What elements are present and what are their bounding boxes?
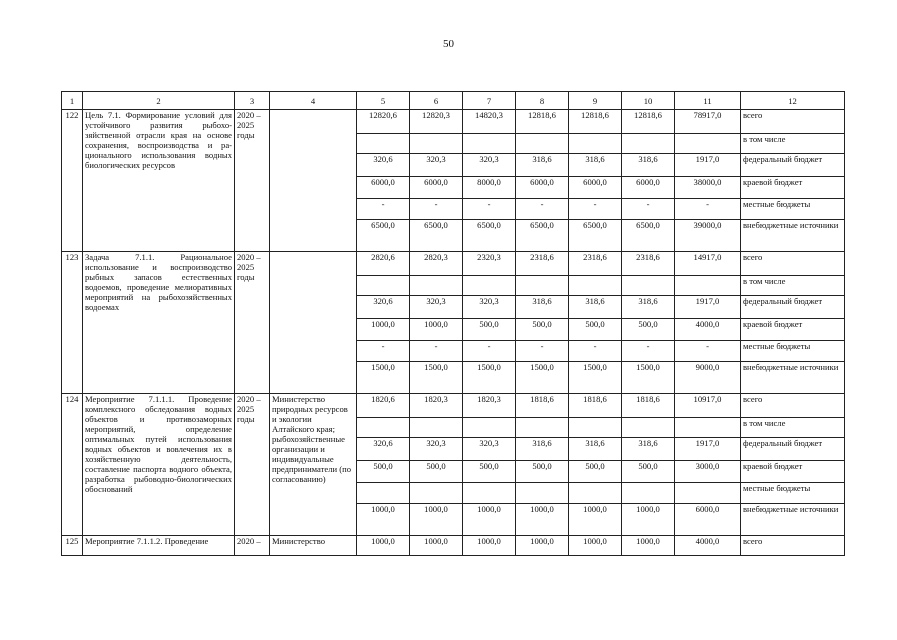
funding-source: местные бюджеты bbox=[741, 341, 845, 362]
funding-source: краевой бюджет bbox=[741, 461, 845, 483]
funding-source: в том числе bbox=[741, 134, 845, 154]
amount-cell: 1000,0 bbox=[410, 536, 463, 556]
amount-cell bbox=[675, 134, 741, 154]
amount-cell bbox=[516, 483, 569, 504]
amount-cell: 318,6 bbox=[516, 438, 569, 461]
amount-cell: 318,6 bbox=[622, 296, 675, 319]
amount-cell: 500,0 bbox=[357, 461, 410, 483]
amount-cell: 500,0 bbox=[463, 319, 516, 341]
row-period: 2020 – 2025 годы bbox=[235, 252, 270, 394]
row-executor: Министерство природных ресурсов и экологии Алтайского края; рыбохозяйственные организации и индивидуальные предприниматели (по согласованию) bbox=[270, 394, 357, 536]
table-row bbox=[62, 536, 845, 556]
amount-cell: 12820,6 bbox=[357, 110, 410, 134]
column-header: 12 bbox=[741, 92, 845, 110]
amount-cell: 8000,0 bbox=[463, 177, 516, 199]
funding-source: федеральный бюджет bbox=[741, 438, 845, 461]
amount-cell: 6000,0 bbox=[622, 177, 675, 199]
amount-cell: 318,6 bbox=[516, 296, 569, 319]
amount-cell: 1000,0 bbox=[357, 319, 410, 341]
amount-cell: 6500,0 bbox=[622, 220, 675, 252]
amount-cell bbox=[357, 483, 410, 504]
amount-cell bbox=[357, 134, 410, 154]
amount-cell: 320,6 bbox=[357, 154, 410, 177]
amount-cell: 78917,0 bbox=[675, 110, 741, 134]
amount-cell: 2318,6 bbox=[622, 252, 675, 276]
funding-source: в том числе bbox=[741, 276, 845, 296]
row-number: 122 bbox=[62, 110, 83, 252]
row-number: 124 bbox=[62, 394, 83, 536]
row-period: 2020 – bbox=[235, 536, 270, 556]
amount-cell: 1917,0 bbox=[675, 154, 741, 177]
amount-cell: 500,0 bbox=[516, 461, 569, 483]
amount-cell bbox=[516, 276, 569, 296]
amount-cell bbox=[675, 418, 741, 438]
amount-cell: 320,3 bbox=[410, 296, 463, 319]
amount-cell bbox=[463, 483, 516, 504]
amount-cell bbox=[569, 134, 622, 154]
amount-cell: 1000,0 bbox=[569, 536, 622, 556]
amount-cell: 1000,0 bbox=[463, 536, 516, 556]
funding-source: краевой бюджет bbox=[741, 319, 845, 341]
amount-cell: - bbox=[516, 199, 569, 220]
funding-source: всего bbox=[741, 394, 845, 418]
row-period: 2020 – 2025 годы bbox=[235, 110, 270, 252]
funding-source: внебюджетные источники bbox=[741, 362, 845, 394]
amount-cell bbox=[410, 276, 463, 296]
amount-cell: 1500,0 bbox=[463, 362, 516, 394]
column-header: 2 bbox=[83, 92, 235, 110]
amount-cell: - bbox=[357, 199, 410, 220]
amount-cell: 6500,0 bbox=[516, 220, 569, 252]
amount-cell: 1000,0 bbox=[410, 504, 463, 536]
amount-cell: 1000,0 bbox=[516, 504, 569, 536]
amount-cell: 6000,0 bbox=[516, 177, 569, 199]
amount-cell: 14820,3 bbox=[463, 110, 516, 134]
amount-cell: 1000,0 bbox=[410, 319, 463, 341]
funding-source: федеральный бюджет bbox=[741, 296, 845, 319]
amount-cell bbox=[569, 418, 622, 438]
funding-source: краевой бюджет bbox=[741, 177, 845, 199]
column-header: 3 bbox=[235, 92, 270, 110]
amount-cell bbox=[675, 483, 741, 504]
amount-cell: 3000,0 bbox=[675, 461, 741, 483]
amount-cell: 1820,6 bbox=[357, 394, 410, 418]
amount-cell: 6000,0 bbox=[675, 504, 741, 536]
amount-cell: 12818,6 bbox=[569, 110, 622, 134]
amount-cell: 318,6 bbox=[569, 296, 622, 319]
program-table bbox=[61, 91, 845, 556]
amount-cell bbox=[463, 418, 516, 438]
amount-cell: 500,0 bbox=[410, 461, 463, 483]
table-row bbox=[62, 394, 845, 418]
column-header: 11 bbox=[675, 92, 741, 110]
amount-cell: - bbox=[622, 341, 675, 362]
amount-cell: 318,6 bbox=[622, 154, 675, 177]
amount-cell: 500,0 bbox=[463, 461, 516, 483]
column-header: 7 bbox=[463, 92, 516, 110]
amount-cell: 320,3 bbox=[463, 438, 516, 461]
amount-cell: 1500,0 bbox=[622, 362, 675, 394]
amount-cell: 318,6 bbox=[516, 154, 569, 177]
funding-source: всего bbox=[741, 252, 845, 276]
amount-cell: 2318,6 bbox=[516, 252, 569, 276]
amount-cell: - bbox=[516, 341, 569, 362]
amount-cell bbox=[622, 418, 675, 438]
row-number: 125 bbox=[62, 536, 83, 556]
amount-cell: 1500,0 bbox=[516, 362, 569, 394]
amount-cell: 4000,0 bbox=[675, 319, 741, 341]
amount-cell: 38000,0 bbox=[675, 177, 741, 199]
amount-cell: - bbox=[675, 341, 741, 362]
amount-cell: 500,0 bbox=[622, 461, 675, 483]
amount-cell bbox=[410, 134, 463, 154]
amount-cell: 318,6 bbox=[569, 154, 622, 177]
amount-cell: - bbox=[410, 341, 463, 362]
row-period: 2020 – 2025 годы bbox=[235, 394, 270, 536]
amount-cell: 10917,0 bbox=[675, 394, 741, 418]
amount-cell: 320,6 bbox=[357, 438, 410, 461]
amount-cell bbox=[463, 134, 516, 154]
amount-cell: - bbox=[410, 199, 463, 220]
amount-cell: 12818,6 bbox=[516, 110, 569, 134]
funding-source: в том числе bbox=[741, 418, 845, 438]
row-description: Мероприятие 7.1.1.1. Проведение комплексного обследования водных объектов и противозаморных мероприятий, определение оптимальных путей использования водных объектов и вовлечения их в хозяйственную деятельность, составление паспорта водного объекта, разработка рыбоводно-биологических обоснований bbox=[83, 394, 235, 536]
amount-cell: 6000,0 bbox=[357, 177, 410, 199]
amount-cell: - bbox=[569, 341, 622, 362]
table-row bbox=[62, 110, 845, 134]
amount-cell: 9000,0 bbox=[675, 362, 741, 394]
amount-cell: 6500,0 bbox=[569, 220, 622, 252]
amount-cell: 1500,0 bbox=[357, 362, 410, 394]
amount-cell: 500,0 bbox=[569, 319, 622, 341]
column-header: 8 bbox=[516, 92, 569, 110]
amount-cell bbox=[569, 483, 622, 504]
page-number: 50 bbox=[443, 38, 454, 50]
amount-cell: 4000,0 bbox=[675, 536, 741, 556]
amount-cell: 1820,3 bbox=[410, 394, 463, 418]
row-description: Задача 7.1.1. Рациональное использование и воспроизводство рыбных запасов естественных водоемов, проведение мелиоративных мероприятий на рыбохозяйственных водоемах bbox=[83, 252, 235, 394]
amount-cell: 500,0 bbox=[622, 319, 675, 341]
funding-source: внебюджетные источники bbox=[741, 220, 845, 252]
amount-cell: 12820,3 bbox=[410, 110, 463, 134]
amount-cell: 1000,0 bbox=[357, 504, 410, 536]
table-row bbox=[62, 252, 845, 276]
amount-cell bbox=[622, 483, 675, 504]
amount-cell: 320,3 bbox=[410, 438, 463, 461]
column-header: 10 bbox=[622, 92, 675, 110]
amount-cell: 500,0 bbox=[569, 461, 622, 483]
amount-cell: 1000,0 bbox=[622, 504, 675, 536]
amount-cell: 1818,6 bbox=[622, 394, 675, 418]
column-header: 5 bbox=[357, 92, 410, 110]
amount-cell: 6500,0 bbox=[463, 220, 516, 252]
amount-cell: 6500,0 bbox=[410, 220, 463, 252]
funding-source: всего bbox=[741, 536, 845, 556]
funding-source: местные бюджеты bbox=[741, 199, 845, 220]
row-description: Цель 7.1. Формирование условий для устойчивого развития рыбохо-зяйственной отрасли края на основе сохранения, воспроизводства и ра-ционального использования водных биологических ресурсов bbox=[83, 110, 235, 252]
column-header: 9 bbox=[569, 92, 622, 110]
amount-cell: 1000,0 bbox=[622, 536, 675, 556]
amount-cell bbox=[410, 418, 463, 438]
funding-source: федеральный бюджет bbox=[741, 154, 845, 177]
row-number: 123 bbox=[62, 252, 83, 394]
amount-cell: 2320,3 bbox=[463, 252, 516, 276]
funding-source: внебюджетные источники bbox=[741, 504, 845, 536]
amount-cell bbox=[357, 418, 410, 438]
amount-cell: 320,3 bbox=[410, 154, 463, 177]
amount-cell: - bbox=[675, 199, 741, 220]
amount-cell: - bbox=[622, 199, 675, 220]
amount-cell: 318,6 bbox=[569, 438, 622, 461]
amount-cell: - bbox=[463, 341, 516, 362]
amount-cell: 320,6 bbox=[357, 296, 410, 319]
amount-cell: 2820,3 bbox=[410, 252, 463, 276]
column-header: 6 bbox=[410, 92, 463, 110]
amount-cell: 1820,3 bbox=[463, 394, 516, 418]
amount-cell bbox=[622, 276, 675, 296]
amount-cell: 1818,6 bbox=[569, 394, 622, 418]
amount-cell: 318,6 bbox=[622, 438, 675, 461]
amount-cell: 6500,0 bbox=[357, 220, 410, 252]
amount-cell: 500,0 bbox=[516, 319, 569, 341]
amount-cell: 2318,6 bbox=[569, 252, 622, 276]
amount-cell bbox=[357, 276, 410, 296]
amount-cell: 1000,0 bbox=[569, 504, 622, 536]
amount-cell: 1917,0 bbox=[675, 296, 741, 319]
amount-cell: - bbox=[569, 199, 622, 220]
amount-cell: 1000,0 bbox=[516, 536, 569, 556]
amount-cell: 1917,0 bbox=[675, 438, 741, 461]
row-executor bbox=[270, 110, 357, 252]
amount-cell: 1000,0 bbox=[463, 504, 516, 536]
amount-cell bbox=[516, 418, 569, 438]
funding-source: всего bbox=[741, 110, 845, 134]
amount-cell: 1500,0 bbox=[569, 362, 622, 394]
column-header: 1 bbox=[62, 92, 83, 110]
amount-cell: 6000,0 bbox=[410, 177, 463, 199]
amount-cell: - bbox=[463, 199, 516, 220]
amount-cell: 320,3 bbox=[463, 296, 516, 319]
amount-cell: 1818,6 bbox=[516, 394, 569, 418]
amount-cell: - bbox=[357, 341, 410, 362]
amount-cell: 2820,6 bbox=[357, 252, 410, 276]
amount-cell bbox=[622, 134, 675, 154]
amount-cell bbox=[675, 276, 741, 296]
amount-cell: 14917,0 bbox=[675, 252, 741, 276]
amount-cell bbox=[516, 134, 569, 154]
amount-cell bbox=[463, 276, 516, 296]
row-description: Мероприятие 7.1.1.2. Проведение bbox=[83, 536, 235, 556]
row-executor bbox=[270, 252, 357, 394]
amount-cell: 1500,0 bbox=[410, 362, 463, 394]
amount-cell: 39000,0 bbox=[675, 220, 741, 252]
amount-cell: 320,3 bbox=[463, 154, 516, 177]
amount-cell: 6000,0 bbox=[569, 177, 622, 199]
amount-cell bbox=[569, 276, 622, 296]
funding-source: местные бюджеты bbox=[741, 483, 845, 504]
header-row bbox=[62, 92, 845, 110]
amount-cell: 12818,6 bbox=[622, 110, 675, 134]
column-header: 4 bbox=[270, 92, 357, 110]
amount-cell bbox=[410, 483, 463, 504]
row-executor: Министерство bbox=[270, 536, 357, 556]
amount-cell: 1000,0 bbox=[357, 536, 410, 556]
